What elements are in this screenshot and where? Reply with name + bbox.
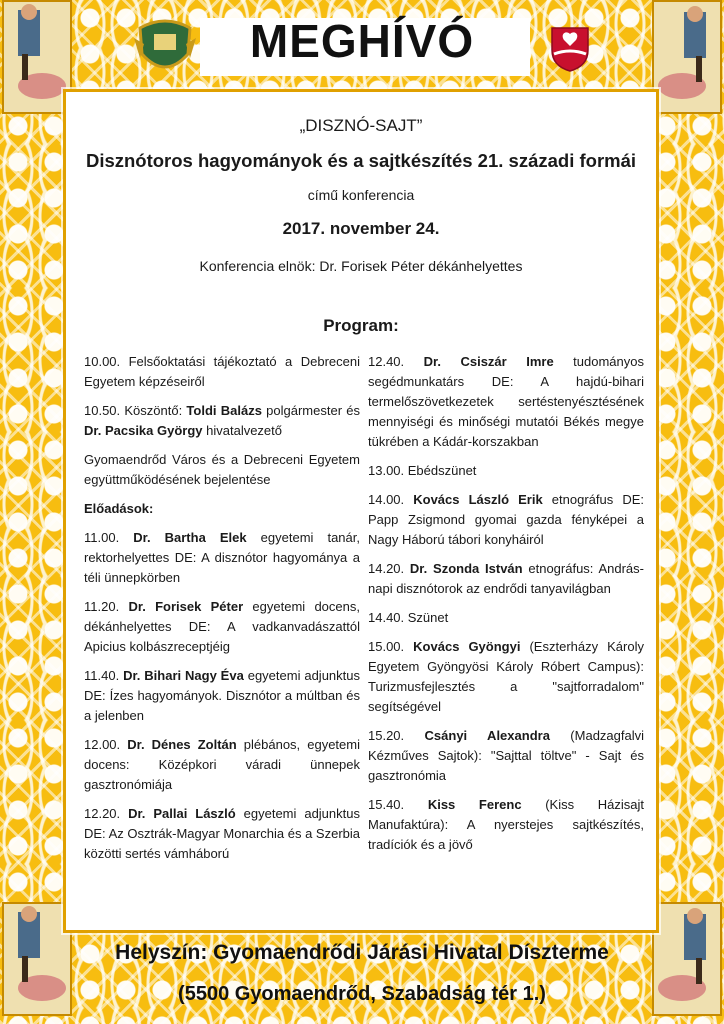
program-item: 14.20. Dr. Szonda István etnográfus: András-napi disznótorok az endrődi tanyavilágban — [368, 561, 644, 596]
program-item: 14.00. Kovács László Erik etnográfus DE: Papp Zsigmond gyomai gazda fényképei a Nagy Háború tábori konyháiról — [368, 492, 645, 547]
program-item: 11.20. Dr. Forisek Péter egyetemi docens, dékánhelyettes DE: A vadkanvadászattól Apicius kolbászreceptjéig — [84, 599, 360, 654]
program-item: 12.20. Dr. Pallai László egyetemi adjunktus DE: Az Osztrák-Magyar Monarchia és a Szerbia közötti sertés vámháború — [84, 806, 360, 861]
program-section-label: Előadások: — [84, 501, 154, 516]
event-main-title: Disznótoros hagyományok és a sajtkészítés 21. századi formái — [85, 150, 637, 171]
conference-label: című konferencia — [307, 187, 415, 203]
program-item: 14.40. Szünet — [368, 610, 449, 625]
event-quote-title: „DISZNÓ-SAJT” — [299, 116, 423, 135]
program-item: 10.50. Köszöntő: Toldi Balázs polgármester és Dr. Pacsika György hivatalvezető — [84, 403, 360, 438]
program-item: 15.00. Kovács Gyöngyi (Eszterházy Károly Egyetem Gyöngyösi Károly Róbert Campus): Turizmusfejlesztés a "sajtforradalom" segítségével — [368, 639, 644, 714]
program-item: 11.00. Dr. Bartha Elek egyetemi tanár, rektorhelyettes DE: A disznótor hagyománya a téli ünnepkörben — [84, 530, 360, 585]
program-item: 12.40. Dr. Csiszár Imre tudományos segédmunkatárs DE: A hajdú-bihari termelőszövetkezetek sertéstenyésztésének mennyiségi és minőségi mutatói Békés megye tükrében a Kádár-korszakban — [368, 354, 644, 449]
program-item: 13.00. Ebédszünet — [368, 463, 477, 478]
program-item: Gyomaendrőd Város és a Debreceni Egyetem együttműködésének bejelentése — [84, 452, 360, 487]
venue-address: (5500 Gyomaendrőd, Szabadság tér 1.) — [178, 983, 546, 1005]
venue-name: Helyszín: Gyomaendrődi Járási Hivatal Díszterme — [115, 941, 609, 964]
program-heading: Program: — [323, 316, 399, 335]
program-column-left — [84, 352, 360, 873]
event-date: 2017. november 24. — [282, 219, 440, 238]
program-column-right — [368, 352, 644, 864]
program-item: 15.40. Kiss Ferenc (Kiss Házisajt Manufaktúra): A nyerstejes sajtkészítés, tradíciók és a jövő — [368, 797, 644, 852]
program-item: 11.40. Dr. Bihari Nagy Éva egyetemi adjunktus DE: Ízes hagyományok. Disznótor a múltban és a jelenben — [84, 668, 360, 723]
conference-chair: Konferencia elnök: Dr. Forisek Péter dékánhelyettes — [199, 258, 523, 274]
page-title: MEGHÍVÓ — [249, 15, 475, 67]
corner-illustration-top-right — [652, 0, 722, 114]
corner-illustration-top-left — [2, 0, 72, 114]
program-item: 15.20. Csányi Alexandra (Madzagfalvi Kézműves Sajtok): "Sajttal töltve" - Sajt és gasztronómia — [368, 728, 644, 783]
program-item: 10.00. Felsőoktatási tájékoztató a Debreceni Egyetem képzéseiről — [84, 354, 360, 389]
university-coat-of-arms-icon — [130, 14, 200, 82]
program-item: 12.00. Dr. Dénes Zoltán plébános, egyetemi docens: Középkori váradi ünnepek gasztronómiája — [84, 737, 360, 792]
town-coat-of-arms-icon — [550, 26, 590, 72]
